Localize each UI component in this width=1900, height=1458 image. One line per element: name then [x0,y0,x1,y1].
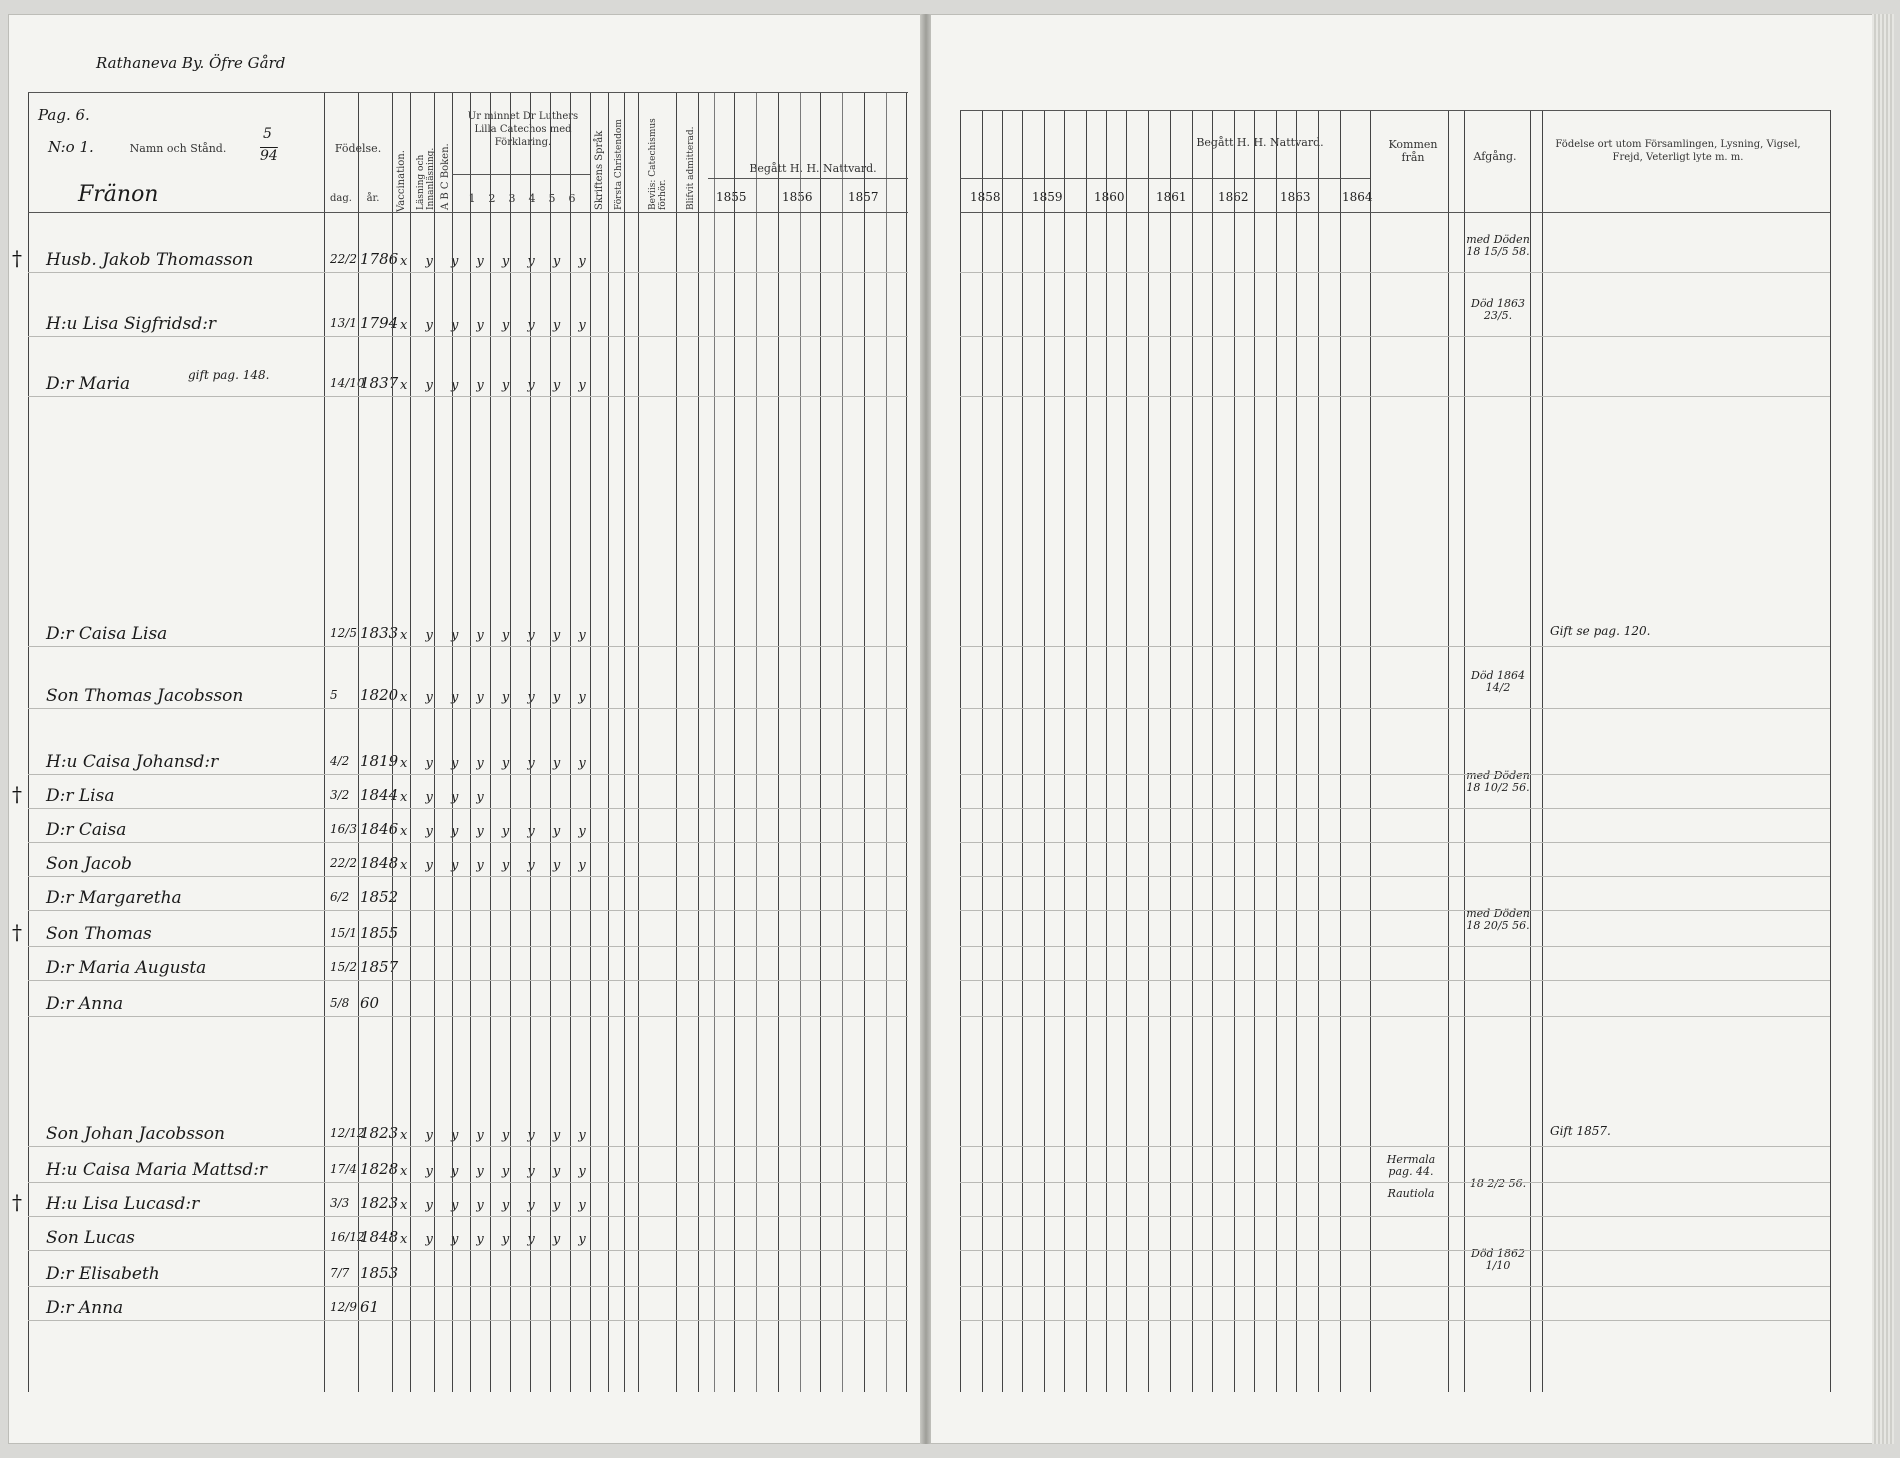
christianity-header: Första Christendom [614,119,624,210]
rule-vertical [1830,110,1831,1392]
rule-vertical [756,92,757,1392]
reading-marks: x y y y y y y y [400,378,593,393]
rule-vertical [714,92,715,1392]
village-title: Rathaneva By. Öfre Gård [96,54,286,72]
rule-vertical [434,92,435,1392]
row-rule [28,396,908,397]
person-name: H:u Caisa Maria Mattsd:r [46,1160,268,1180]
rule-vertical [676,92,677,1392]
year-label: 1857 [848,190,879,204]
person-name: D:r Anna [46,994,124,1014]
rule-vertical [1170,110,1171,1392]
vaccination-header: Vaccination. [396,150,407,212]
row-rule [960,1016,1830,1017]
birth-day: 12/5 [330,626,357,640]
reading-marks: x y y y y y y y [400,628,593,643]
person-name: Son Lucas [46,1228,135,1248]
rule-vertical [1370,110,1371,1392]
remarks-header: Födelse ort utom Församlingen, Lysning, Vigsel, Frejd, Veterligt lyte m. m. [1555,139,1801,163]
came-from-note: Hermala pag. 44. [1386,1153,1436,1178]
name-column-header: Namn och Stånd. [129,142,227,155]
rule-vertical [1064,110,1065,1392]
birth-year: 1823 [360,1124,399,1142]
row-rule [960,1216,1830,1217]
row-rule [960,946,1830,947]
birth-year: 1853 [360,1264,399,1282]
fraction-top: 5 [263,126,272,142]
birth-day: 14/10 [330,376,365,390]
row-rule [28,842,908,843]
year-label: 1861 [1156,190,1187,204]
birth-day: 12/9 [330,1300,357,1314]
row-rule [28,272,908,273]
rule-vertical [1464,110,1465,1392]
person-name: D:r Caisa Lisa [46,624,168,644]
admitted-header: Blifvit admitterad. [686,126,696,210]
rule-vertical [608,92,609,1392]
rule-header-bottom [28,212,908,213]
rule-vertical [1340,110,1341,1392]
rule-vertical [550,92,551,1392]
rule-vertical [1254,110,1255,1392]
rule-vertical [590,92,591,1392]
remark-note: Gift se pag. 120. [1550,624,1651,638]
right-page [930,14,1890,1444]
birth-day: 17/4 [330,1162,357,1176]
household-number: N:o 1. [48,138,94,156]
rule-vertical [800,92,801,1392]
rule-vertical [624,92,625,1392]
row-rule [960,808,1830,809]
birth-year: 1833 [360,624,399,642]
person-name: H:u Lisa Lucasd:r [46,1194,200,1214]
row-rule [960,396,1830,397]
row-rule [960,910,1830,911]
row-rule [28,980,908,981]
birth-day: 16/3 [330,822,357,836]
rule-vertical [530,92,531,1392]
birth-year: 1844 [360,786,399,804]
rule-header-bottom [960,212,1830,213]
birth-year: 1848 [360,854,399,872]
birth-year: 1820 [360,686,399,704]
rule-vertical [734,92,735,1392]
departure-note: 18 2/2 56. [1469,1177,1527,1190]
birth-day: 13/1 [330,316,357,330]
row-rule [960,1320,1830,1321]
row-rule [960,1146,1830,1147]
rule-vertical [1448,110,1449,1392]
reading-marks: x y y y y y y y [400,824,593,839]
remark-note: Gift 1857. [1550,1124,1611,1138]
rule-vertical [1192,110,1193,1392]
birth-year: 1857 [360,958,399,976]
reading-marks: x y y y y y y y [400,690,593,705]
person-name: D:r Maria [46,374,131,394]
rule-vertical [1044,110,1045,1392]
day-header: dag. [330,193,352,204]
rule-vertical [1106,110,1107,1392]
row-rule [28,1146,908,1147]
person-name: H:u Lisa Sigfridsd:r [46,314,217,334]
reading-marks: x y y y y y y y [400,1164,593,1179]
birth-day: 3/2 [330,788,350,802]
birth-day: 6/2 [330,890,350,904]
birth-day: 22/2 [330,252,357,266]
rule-vertical [1148,110,1149,1392]
rule-vertical [1212,110,1213,1392]
rule-communion [960,178,1370,179]
rule-vertical [1086,110,1087,1392]
rule-vertical [1234,110,1235,1392]
reading-marks: x y y y y y y y [400,1128,593,1143]
birth-year: 1819 [360,752,399,770]
birth-year: 1823 [360,1194,399,1212]
row-rule [28,1320,908,1321]
year-label: 1863 [1280,190,1311,204]
rule-vertical [410,92,411,1392]
reading-marks: x y y y y y y y [400,756,593,771]
catechism-header: Ur minnet Dr Luthers Lilla Catechos med Förklaring. [467,111,579,148]
person-name: Son Thomas Jacobsson [46,686,244,706]
person-name: D:r Caisa [46,820,127,840]
departed-header: Afgång. [1473,150,1517,163]
departure-note: Död 1863 23/5. [1471,297,1525,322]
rule-communion [708,178,908,179]
row-rule [28,910,908,911]
birth-year: 1852 [360,888,399,906]
exam-header: Beviis: Catechismus förhör. [648,118,668,210]
rule-catechism [452,174,590,175]
rule-vertical [638,92,639,1392]
row-rule [28,946,908,947]
rule-vertical [698,92,699,1392]
catechism-number: 4 [528,192,536,205]
page-edges [1872,14,1894,1444]
row-rule [28,1216,908,1217]
catechism-number: 1 [468,192,476,205]
rule-vertical [452,92,453,1392]
person-name: Son Jacob [46,854,132,874]
scripture-header: Skriftens Språk [594,130,605,210]
row-rule [28,646,908,647]
row-rule [960,708,1830,709]
year-label: 1859 [1032,190,1063,204]
person-name: Husb. Jakob Thomasson [46,250,254,270]
reading-marks: x y y y y y y y [400,1232,593,1247]
death-cross: † [12,1190,22,1214]
came-from-header: Kommen från [1388,138,1438,164]
communion-header-right: Begått H. H. Nattvard. [1196,136,1324,149]
rule-vertical [1296,110,1297,1392]
birth-day: 15/1 [330,926,357,940]
death-cross: † [12,920,22,944]
birth-day: 16/12 [330,1230,365,1244]
rule-vertical [1542,110,1543,1392]
death-cross: † [12,246,22,270]
row-rule [960,272,1830,273]
row-rule [28,808,908,809]
rule-vertical [960,110,961,1392]
year-label: 1864 [1342,190,1373,204]
birth-year: 1855 [360,924,399,942]
left-page [8,14,922,1444]
birth-day: 22/2 [330,856,357,870]
person-name: H:u Caisa Johansd:r [46,752,219,772]
departure-note: med Döden 18 20/5 56. [1466,907,1530,932]
reading-marks: x y y y [400,790,491,805]
row-rule [960,842,1830,843]
rule-vertical [982,110,983,1392]
fraction-bottom: 94 [260,148,278,164]
departure-note: Död 1864 14/2 [1471,669,1525,694]
catechism-number: 3 [508,192,516,205]
rule-vertical [778,92,779,1392]
year-label: 1858 [970,190,1001,204]
row-rule [28,876,908,877]
birth-year: 60 [360,994,380,1012]
catechism-number: 5 [548,192,556,205]
rule-vertical [1002,110,1003,1392]
rule-top [28,92,908,93]
birth-year: 1848 [360,1228,399,1246]
birth-day: 12/12 [330,1126,365,1140]
birth-day: 4/2 [330,754,350,768]
row-rule [960,1250,1830,1251]
rule-vertical [358,92,359,1392]
year-label: 1856 [782,190,813,204]
row-rule [960,646,1830,647]
farm-name: Fränon [78,182,159,207]
year-label: 1855 [716,190,747,204]
person-name: Son Johan Jacobsson [46,1124,225,1144]
person-name: D:r Anna [46,1298,124,1318]
rule-vertical [886,92,887,1392]
birth-day: 3/3 [330,1196,350,1210]
departure-note: Död 1862 1/10 [1471,1247,1525,1272]
rule-vertical [1530,110,1531,1392]
rule-vertical [842,92,843,1392]
birth-day: 5/8 [330,996,350,1010]
row-rule [28,708,908,709]
rule-vertical [1022,110,1023,1392]
abc-header: A B C Boken. [440,143,451,210]
rule-vertical [324,92,325,1392]
catechism-number: 6 [568,192,576,205]
reading-marks: x y y y y y y y [400,318,593,333]
row-rule [28,1250,908,1251]
row-rule [28,1016,908,1017]
person-name: D:r Margaretha [46,888,182,908]
rule-vertical [906,92,907,1392]
birth-year: 1846 [360,820,399,838]
rule-vertical [28,92,29,1392]
rule-vertical [820,92,821,1392]
came-from-note: Rautiola [1387,1187,1435,1200]
rule-vertical [510,92,511,1392]
reading-marks: x y y y y y y y [400,254,593,269]
reading-marks: x y y y y y y y [400,858,593,873]
rule-vertical [1318,110,1319,1392]
row-rule [28,1182,908,1183]
birth-year: 1837 [360,374,399,392]
born-header: Födelse. [334,142,382,155]
year-label: 1862 [1218,190,1249,204]
birth-year: 1786 [360,250,399,268]
person-note: gift pag. 148. [188,368,270,382]
rule-vertical [392,92,393,1392]
communion-header-left: Begått H. H. Nattvard. [749,162,877,175]
departure-note: med Döden 18 10/2 56. [1466,769,1530,794]
person-name: D:r Lisa [46,786,115,806]
birth-day: 7/7 [330,1266,350,1280]
departure-note: med Döden 18 15/5 58. [1466,233,1530,258]
rule-vertical [490,92,491,1392]
page-label: Pag. 6. [38,106,90,124]
reading-marks: x y y y y y y y [400,1198,593,1213]
birth-year: 1794 [360,314,399,332]
year-header: år. [366,193,380,204]
rule-vertical [1276,110,1277,1392]
catechism-number: 2 [488,192,496,205]
person-name: D:r Maria Augusta [46,958,207,978]
row-rule [960,336,1830,337]
row-rule [960,1182,1830,1183]
birth-year: 61 [360,1298,380,1316]
year-label: 1860 [1094,190,1125,204]
row-rule [960,774,1830,775]
person-name: Son Thomas [46,924,152,944]
rule-top [960,110,1830,111]
person-name: D:r Elisabeth [46,1264,160,1284]
row-rule [28,774,908,775]
row-rule [28,336,908,337]
row-rule [960,1286,1830,1287]
row-rule [960,980,1830,981]
reading-header: Läsning och Innanläsning. [416,147,436,210]
death-cross: † [12,782,22,806]
birth-day: 5 [330,688,338,702]
row-rule [960,876,1830,877]
rule-vertical [1126,110,1127,1392]
rule-vertical [864,92,865,1392]
birth-year: 1828 [360,1160,399,1178]
rule-vertical [470,92,471,1392]
rule-vertical [570,92,571,1392]
row-rule [28,1286,908,1287]
birth-day: 15/2 [330,960,357,974]
